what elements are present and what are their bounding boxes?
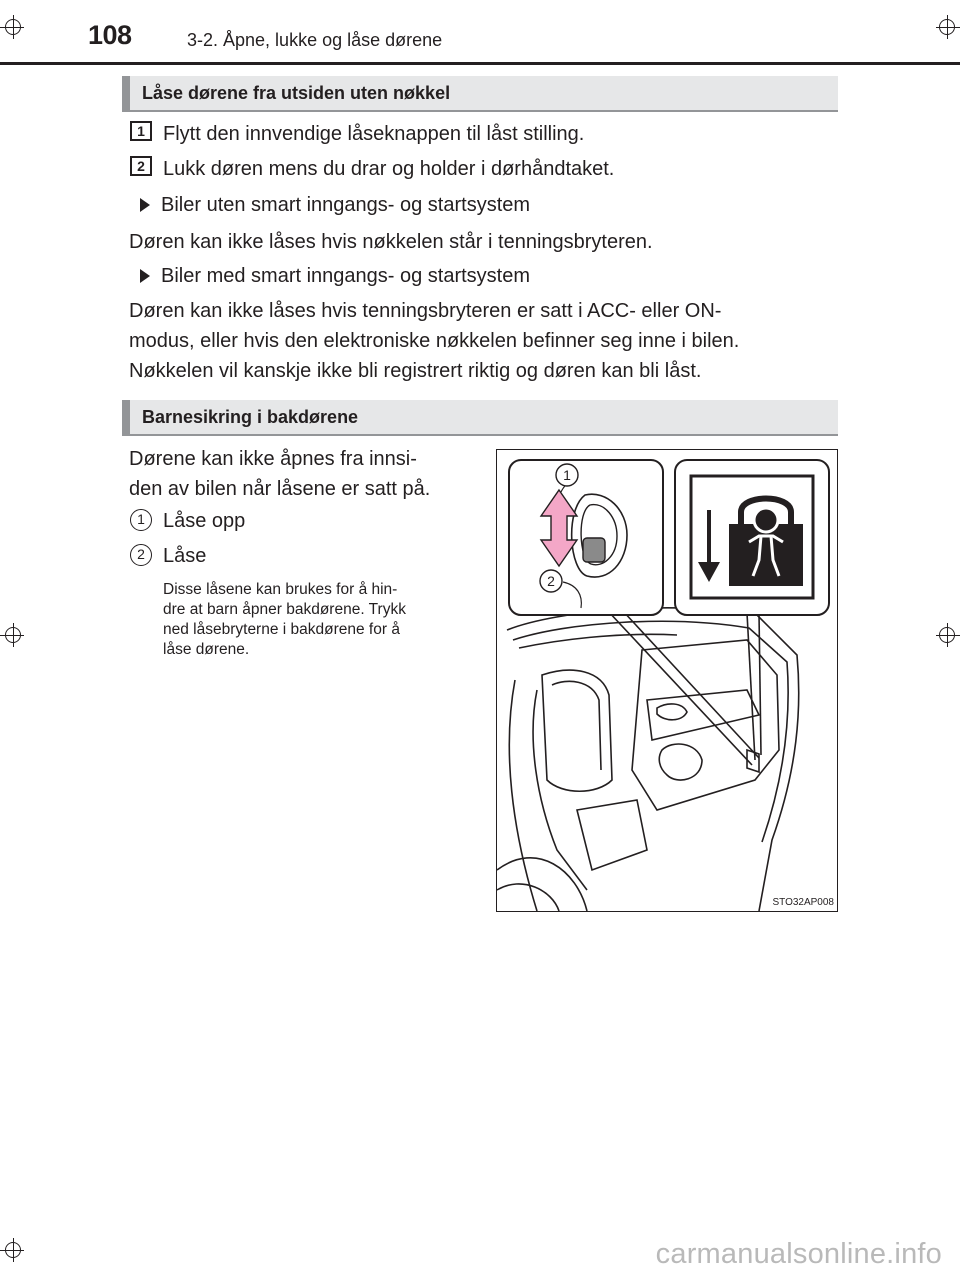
note-line: ned låsebryterne i bakdørene for å bbox=[163, 621, 400, 638]
section-heading-bar bbox=[122, 400, 838, 436]
section-title: Låse dørene fra utsiden uten nøkkel bbox=[142, 83, 451, 103]
callout-number: 2 bbox=[130, 544, 152, 566]
callout-number: 1 bbox=[130, 509, 152, 531]
paragraph-line: Døren kan ikke låses hvis tenningsbryteren er satt i ACC- eller ON- bbox=[129, 300, 722, 322]
figure-code: STO32AP008 bbox=[772, 897, 834, 908]
step-number-box: 1 bbox=[130, 121, 152, 141]
page-number: 108 bbox=[88, 20, 132, 50]
note-line: låse dørene. bbox=[163, 641, 250, 658]
illustration-svg bbox=[497, 450, 837, 911]
step-text: Flytt den innvendige låseknappen til låst stilling. bbox=[163, 123, 585, 145]
bullet-heading: Biler uten smart inngangs- og startsystem bbox=[161, 194, 531, 216]
section-heading-bar bbox=[122, 76, 838, 112]
item-label: Låse bbox=[163, 545, 207, 567]
bullet-triangle-icon bbox=[140, 269, 150, 283]
note-line: Disse låsene kan brukes for å hin- bbox=[163, 581, 398, 598]
figure-callout-1: 1 bbox=[563, 467, 571, 483]
section-header: 3-2. Åpne, lukke og låse dørene bbox=[187, 30, 443, 50]
bullet-heading: Biler med smart inngangs- og startsystem bbox=[161, 265, 531, 287]
child-lock-illustration bbox=[496, 449, 838, 912]
leader-line bbox=[759, 613, 761, 755]
header-rule bbox=[0, 62, 960, 65]
paragraph-line: Dørene kan ikke åpnes fra innsi- bbox=[129, 448, 417, 470]
bullet-triangle-icon bbox=[140, 198, 150, 212]
paragraph-line: Nøkkelen vil kanskje ikke bli registrert riktig og døren kan bli låst. bbox=[129, 360, 702, 382]
step-number-box: 2 bbox=[130, 156, 152, 176]
paragraph-line: modus, eller hvis den elektroniske nøkkelen befinner seg inne i bilen. bbox=[129, 330, 740, 352]
item-label: Låse opp bbox=[163, 510, 246, 532]
section-title: Barnesikring i bakdørene bbox=[142, 407, 359, 427]
step-text: Lukk døren mens du drar og holder i dørhåndtaket. bbox=[163, 158, 615, 180]
lock-switch-detail bbox=[509, 460, 663, 615]
paragraph-line: den av bilen når låsene er satt på. bbox=[129, 478, 431, 500]
leader-line bbox=[607, 610, 752, 765]
child-lock-symbol-detail bbox=[675, 460, 829, 615]
paragraph: Døren kan ikke låses hvis nøkkelen står i tenningsbryteren. bbox=[129, 231, 653, 253]
figure-callout-2: 2 bbox=[547, 573, 555, 589]
crop-mark bbox=[5, 1242, 21, 1258]
watermark: carmanualsonline.info bbox=[655, 1238, 942, 1270]
crop-mark bbox=[5, 627, 21, 643]
leader-line bbox=[747, 613, 755, 760]
leader-line bbox=[622, 610, 759, 758]
crop-mark bbox=[939, 19, 955, 35]
note-line: dre at barn åpner bakdørene. Trykk bbox=[163, 601, 406, 618]
crop-mark bbox=[939, 627, 955, 643]
crop-mark bbox=[5, 19, 21, 35]
